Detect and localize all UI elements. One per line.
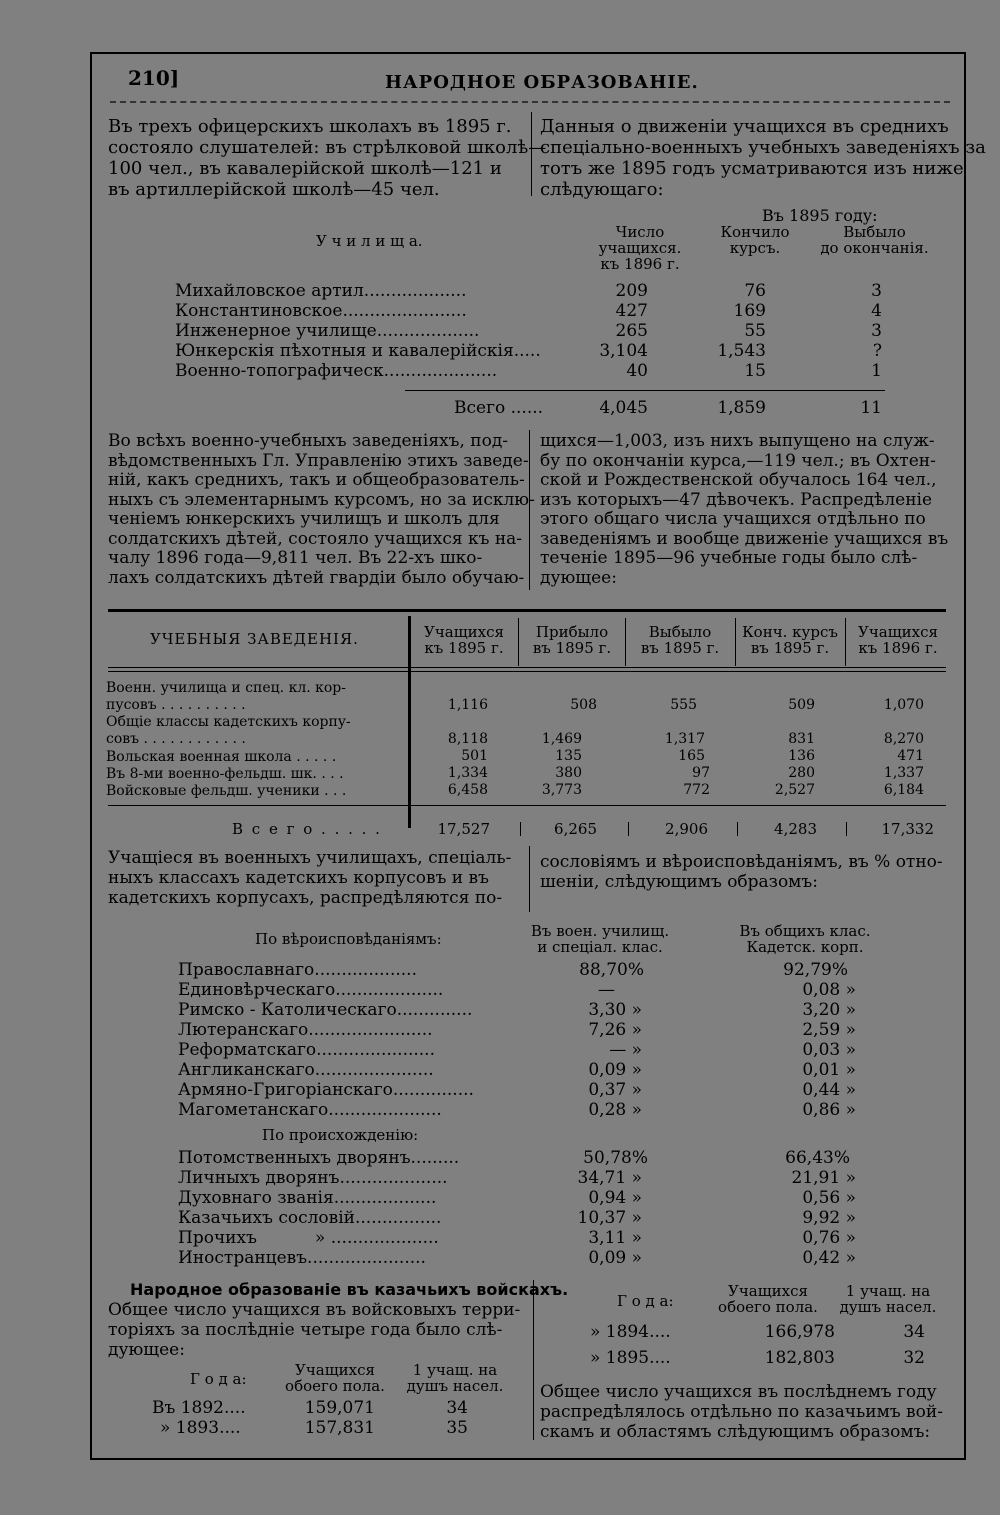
table-header-cell: Учащихся обоего пола. bbox=[285, 1361, 385, 1395]
text-line: Учащiеся въ военныхъ училищахъ, спецiаль- bbox=[108, 848, 512, 868]
table-row bbox=[0, 1418, 530, 1438]
table-row bbox=[0, 321, 1000, 341]
table-header-cell: Число учащихся. къ 1896 г. bbox=[598, 223, 682, 273]
cell-value: 0,03 » bbox=[802, 1040, 856, 1060]
cell-value: 1,334 bbox=[447, 765, 488, 781]
table-header-label: УЧЕБНЫЯ ЗАВЕДЕНIЯ. bbox=[150, 630, 359, 648]
cell-value: 380 bbox=[555, 765, 582, 781]
text-line: Во всѣхъ военно-учебныхъ заведенiяхъ, под- bbox=[108, 431, 509, 451]
cell-value: 0,09 » bbox=[588, 1060, 642, 1080]
table-row bbox=[0, 1080, 1000, 1100]
cell-value: 9,92 » bbox=[802, 1208, 856, 1228]
table-header-cell: Въ общихъ клас. Кадетск. корп. bbox=[739, 922, 871, 956]
table-row bbox=[0, 1248, 1000, 1268]
text-line: торiяхъ за послѣднiе четыре года было слѣ- bbox=[108, 1320, 503, 1340]
text-line: дующее: bbox=[540, 567, 617, 588]
cell-value: 159,071 bbox=[304, 1398, 375, 1418]
cell-value: 50,78% bbox=[583, 1148, 648, 1168]
col2-middle bbox=[540, 432, 952, 588]
text-line: ныхъ классахъ кадетскихъ корпусовъ и въ bbox=[108, 868, 489, 888]
row-label: Единовѣрческаго.................... bbox=[178, 980, 444, 1000]
cell-value: 3,773 bbox=[541, 782, 582, 798]
table-header-cell: Учащихся къ 1895 г. bbox=[424, 623, 504, 657]
cell-value: 1,116 bbox=[447, 697, 488, 713]
cell-value: 209 bbox=[615, 281, 648, 301]
header-rule bbox=[110, 101, 950, 103]
cell-value: 35 bbox=[446, 1418, 468, 1438]
row-label: Иностранцевъ...................... bbox=[178, 1248, 426, 1268]
table-column-label: У ч и л и щ а. bbox=[316, 232, 423, 250]
table-header-cell: Въ воен. училищ. и спецiал. клас. bbox=[530, 922, 670, 956]
row-label: Реформатскаго...................... bbox=[178, 1040, 435, 1060]
table-row-label: Въ 8-ми военно-фельдш. шк. . . . bbox=[106, 766, 344, 782]
table-header-cell: Учащихся къ 1896 г. bbox=[858, 623, 938, 657]
row-label: Православнаго................... bbox=[178, 960, 417, 980]
section-heading: Народное образованiе въ казачьихъ войскахъ. bbox=[130, 1280, 569, 1299]
table-total-row bbox=[0, 820, 1000, 838]
table-rule-v bbox=[846, 822, 847, 836]
page-title: НАРОДНОЕ ОБРАЗОВАНIЕ. bbox=[385, 72, 699, 93]
table-header-rule bbox=[108, 667, 946, 668]
table-rule-v bbox=[518, 618, 519, 666]
text-line: Общее число учащихся въ войсковыхъ терри- bbox=[108, 1300, 521, 1320]
table-header-cell: Г о д а: bbox=[617, 1292, 674, 1310]
text-line: теченiе 1895—96 учебные годы было слѣ- bbox=[540, 548, 918, 568]
table-row bbox=[530, 1348, 1000, 1368]
text-line: нiй, какъ среднихъ, такъ и общеобразователь- bbox=[108, 470, 525, 490]
cell-value: 6,184 bbox=[883, 782, 924, 798]
cell-value: 1,070 bbox=[883, 697, 924, 713]
cell-value: 88,70% bbox=[579, 960, 644, 980]
table-row-label: Вольская военная школа . . . . . bbox=[106, 749, 337, 765]
table-row bbox=[0, 782, 1000, 799]
total-value: 4,283 bbox=[774, 820, 817, 838]
row-label: Личныхъ дворянъ.................... bbox=[178, 1168, 448, 1188]
text-line: спецiально-военныхъ учебныхъ заведенiяхъ за bbox=[540, 137, 986, 158]
table-header-cell: Г о д а: bbox=[190, 1370, 247, 1388]
cell-value: 1,543 bbox=[717, 341, 766, 361]
cell-value: 2,527 bbox=[774, 782, 815, 798]
column-divider bbox=[529, 430, 530, 590]
cell-value: 55 bbox=[744, 321, 766, 341]
table-header-cell: 1 учащ. на душъ насел. bbox=[406, 1361, 504, 1395]
page-number: 210] bbox=[128, 66, 180, 90]
col2-intro bbox=[540, 116, 986, 200]
cell-value: 0,56 » bbox=[802, 1188, 856, 1208]
row-label: Армяно-Григорiанскаго............... bbox=[178, 1080, 474, 1100]
year-cell: » 1893.... bbox=[160, 1418, 241, 1438]
text-line: сословiямъ и вѣроисповѣданiямъ, въ % отно- bbox=[540, 852, 943, 872]
row-label: Юнкерскiя пѣхотныя и кавалерiйскiя..... bbox=[175, 341, 541, 361]
cell-value: 0,01 » bbox=[802, 1060, 856, 1080]
table-rule-v bbox=[735, 618, 736, 666]
text-line: состояло слушателей: въ стрѣлковой школѣ— bbox=[108, 137, 547, 158]
cell-value: 3,20 » bbox=[802, 1000, 856, 1020]
cell-value: 0,76 » bbox=[802, 1228, 856, 1248]
cell-value: 169 bbox=[733, 301, 766, 321]
table-row-label: Военн. училища и спец. кл. кор- пусовъ . . . . . . . . . . bbox=[106, 680, 346, 713]
table-row bbox=[0, 1040, 1000, 1060]
text-line: Данныя о движенiи учащихся въ среднихъ bbox=[540, 116, 949, 137]
table-row bbox=[0, 361, 1000, 381]
table-row bbox=[0, 1398, 530, 1418]
cell-value: 0,94 » bbox=[588, 1188, 642, 1208]
total-value: 2,906 bbox=[665, 820, 708, 838]
row-label: Михайловское артил................... bbox=[175, 281, 467, 301]
table-rule-v bbox=[737, 822, 738, 836]
table-header-cell: Учащихся обоего пола. bbox=[718, 1282, 818, 1316]
cell-value: 97 bbox=[692, 765, 710, 781]
cell-value: 265 bbox=[615, 321, 648, 341]
cell-value: 34,71 » bbox=[577, 1168, 642, 1188]
col1-after bbox=[108, 848, 520, 908]
cell-value: 1 bbox=[871, 361, 882, 381]
year-cell: Въ 1892.... bbox=[152, 1398, 246, 1418]
row-label: Казачьихъ сословiй................ bbox=[178, 1208, 442, 1228]
cell-value: 10,37 » bbox=[577, 1208, 642, 1228]
table-row bbox=[0, 1188, 1000, 1208]
row-label: Потомственныхъ дворянъ......... bbox=[178, 1148, 460, 1168]
text-line: вѣдомственныхъ Гл. Управленiю этихъ заведе- bbox=[108, 450, 529, 471]
table-row bbox=[0, 1100, 1000, 1120]
total-value: 17,527 bbox=[437, 820, 490, 838]
table-row bbox=[0, 1168, 1000, 1188]
table-row bbox=[0, 281, 1000, 301]
text-line: щихся—1,003, изъ нихъ выпущено на служ- bbox=[540, 431, 935, 451]
cell-value: 21,91 » bbox=[791, 1168, 856, 1188]
cell-value: 831 bbox=[788, 731, 815, 747]
table-header-cell: Выбыло въ 1895 г. bbox=[640, 623, 720, 657]
cell-value: 157,831 bbox=[304, 1418, 375, 1438]
row-label: Англиканскаго...................... bbox=[178, 1060, 434, 1080]
text-line: заведенiямъ и вообще движенiе учащихся въ bbox=[540, 528, 949, 549]
row-label: Духовнаго званiя................... bbox=[178, 1188, 437, 1208]
row-label: Константиновское....................... bbox=[175, 301, 467, 321]
col2-after bbox=[540, 852, 952, 892]
text-line: тотъ же 1895 годъ усматриваются изъ ниже bbox=[540, 158, 964, 179]
cell-value: 3 bbox=[871, 281, 882, 301]
cell-value: 1,469 bbox=[541, 731, 582, 747]
cell-value: 509 bbox=[788, 697, 815, 713]
text-line: въ артиллерiйской школѣ—45 чел. bbox=[108, 179, 440, 200]
row-label: Римско - Католическаго.............. bbox=[178, 1000, 473, 1020]
year-cell: » 1894.... bbox=[590, 1322, 671, 1342]
row-label: Прочихъ » .................... bbox=[178, 1228, 439, 1248]
section-label: По вѣроисповѣданiямъ: bbox=[255, 930, 442, 948]
cossack-text bbox=[108, 1300, 528, 1360]
table-header-rule bbox=[108, 671, 946, 672]
table-row bbox=[0, 1020, 1000, 1040]
table-row-label: Общiе классы кадетскихъ корпу- совъ . . . . . . . . . . . . bbox=[106, 714, 351, 747]
table-total-row bbox=[0, 398, 1000, 418]
text-line: ныхъ съ элементарнымъ курсомъ, но за исклю- bbox=[108, 489, 535, 510]
table-top-rule bbox=[108, 609, 946, 612]
table-row bbox=[0, 980, 1000, 1000]
text-line: ченiемъ юнкерскихъ училищъ и школъ для bbox=[108, 509, 500, 529]
cell-value: 427 bbox=[615, 301, 648, 321]
text-line: распредѣлялось отдѣльно по казачьимъ вой- bbox=[540, 1402, 943, 1422]
total-label: Всего ...... bbox=[454, 398, 544, 418]
text-line: шенiи, слѣдующимъ образомъ: bbox=[540, 872, 818, 892]
cell-value: 34 bbox=[903, 1322, 925, 1342]
table-row bbox=[0, 697, 1000, 714]
table-row bbox=[530, 1322, 1000, 1342]
cell-value: 8,118 bbox=[447, 731, 488, 747]
total-value: 4,045 bbox=[599, 398, 648, 418]
text-line: слѣдующаго: bbox=[540, 179, 664, 200]
table-header-cell: 1 учащ. на душъ насел. bbox=[839, 1282, 937, 1316]
cell-value: 3 bbox=[871, 321, 882, 341]
column-divider bbox=[531, 112, 532, 196]
cell-value: — » bbox=[609, 1040, 642, 1060]
total-label: В с е г о . . . . . bbox=[232, 820, 382, 838]
row-label: Лютеранскаго....................... bbox=[178, 1020, 433, 1040]
cell-value: 136 bbox=[788, 748, 815, 764]
cell-value: 508 bbox=[570, 697, 597, 713]
text-line: изъ которыхъ—47 дѣвочекъ. Распредѣленiе bbox=[540, 489, 933, 510]
cell-value: 40 bbox=[626, 361, 648, 381]
cell-value: 0,37 » bbox=[588, 1080, 642, 1100]
table-rule-v bbox=[628, 822, 629, 836]
text-line: скамъ и областямъ слѣдующимъ образомъ: bbox=[540, 1422, 931, 1442]
table-row bbox=[0, 765, 1000, 782]
table-row bbox=[0, 731, 1000, 748]
table-row bbox=[0, 1228, 1000, 1248]
table-header-cell: Выбыло до окончанiя. bbox=[820, 223, 929, 257]
cell-value: 15 bbox=[744, 361, 766, 381]
cell-value: 165 bbox=[678, 748, 705, 764]
table-row bbox=[0, 748, 1000, 765]
table-row bbox=[0, 960, 1000, 980]
col1-intro bbox=[108, 116, 547, 200]
text-line: этого общаго числа учащихся отдѣльно по bbox=[540, 509, 926, 529]
table-total-rule bbox=[108, 805, 946, 806]
cell-value: — bbox=[598, 980, 615, 1000]
total-value: 11 bbox=[860, 398, 882, 418]
text-line: ской и Рождественской обучалось 164 чел., bbox=[540, 470, 937, 490]
cell-value: 471 bbox=[897, 748, 924, 764]
col1-middle bbox=[108, 431, 535, 588]
total-value: 17,332 bbox=[881, 820, 934, 838]
text-line: дующее: bbox=[108, 1340, 185, 1360]
cell-value: 76 bbox=[744, 281, 766, 301]
table-row bbox=[0, 1000, 1000, 1020]
row-label: Военно-топографическ..................... bbox=[175, 361, 498, 381]
cell-value: 280 bbox=[788, 765, 815, 781]
total-value: 1,859 bbox=[717, 398, 766, 418]
cell-value: 66,43% bbox=[785, 1148, 850, 1168]
table-row bbox=[0, 301, 1000, 321]
text-line: Въ трехъ офицерскихъ школахъ въ 1895 г. bbox=[108, 116, 512, 137]
cell-value: 32 bbox=[903, 1348, 925, 1368]
year-cell: » 1895.... bbox=[590, 1348, 671, 1368]
cell-value: 4 bbox=[871, 301, 882, 321]
cell-value: 34 bbox=[446, 1398, 468, 1418]
cell-value: 0,44 » bbox=[802, 1080, 856, 1100]
text-line: кадетскихъ корпусахъ, распредѣляются по- bbox=[108, 888, 503, 908]
text-line: Общее число учащихся въ послѣднемъ году bbox=[540, 1382, 937, 1402]
table-header-cell: Прибыло въ 1895 г. bbox=[532, 623, 612, 657]
table-header-cell: Кончило курсъ. bbox=[720, 223, 790, 257]
cell-value: 0,09 » bbox=[588, 1248, 642, 1268]
table-group-header: Въ 1895 году: bbox=[762, 206, 878, 225]
cell-value: 0,08 » bbox=[802, 980, 856, 1000]
total-rule bbox=[405, 390, 885, 391]
cell-value: 8,270 bbox=[883, 731, 924, 747]
table-header-cell: Конч. курсъ въ 1895 г. bbox=[742, 623, 838, 657]
cell-value: 0,42 » bbox=[802, 1248, 856, 1268]
table-rule-v bbox=[520, 822, 521, 836]
cell-value: 92,79% bbox=[783, 960, 848, 980]
cell-value: 501 bbox=[461, 748, 488, 764]
cell-value: 0,86 » bbox=[802, 1100, 856, 1120]
section-label: По происхожденiю: bbox=[262, 1126, 419, 1144]
text-line: бу по окончанiи курса,—119 чел.; въ Охтен- bbox=[540, 450, 936, 471]
table-row bbox=[0, 1060, 1000, 1080]
cell-value: 1,337 bbox=[883, 765, 924, 781]
cell-value: ? bbox=[872, 341, 882, 361]
row-label: Магометанскаго..................... bbox=[178, 1100, 442, 1120]
table-rule-v bbox=[625, 618, 626, 666]
text-line: лахъ солдатскихъ дѣтей гвардiи было обучаю- bbox=[108, 567, 525, 588]
cell-value: 3,104 bbox=[599, 341, 648, 361]
column-divider bbox=[529, 846, 530, 912]
total-value: 6,265 bbox=[554, 820, 597, 838]
cell-value: 772 bbox=[683, 782, 710, 798]
table-row-label: Войсковые фельдш. ученики . . . bbox=[106, 783, 347, 799]
text-line: 100 чел., въ кавалерiйской школѣ—121 и bbox=[108, 158, 502, 179]
cell-value: 1,317 bbox=[664, 731, 705, 747]
row-label: Инженерное училище................... bbox=[175, 321, 480, 341]
cell-value: 0,28 » bbox=[588, 1100, 642, 1120]
cell-value: 2,59 » bbox=[802, 1020, 856, 1040]
table-row bbox=[0, 1148, 1000, 1168]
cossack-closing bbox=[540, 1382, 952, 1442]
cell-value: 3,11 » bbox=[588, 1228, 642, 1248]
text-line: чалу 1896 года—9,811 чел. Въ 22-хъ шко- bbox=[108, 548, 483, 568]
text-line: солдатскихъ дѣтей, состояло учащихся къ на- bbox=[108, 528, 523, 549]
cell-value: 135 bbox=[555, 748, 582, 764]
cell-value: 166,978 bbox=[764, 1322, 835, 1342]
cell-value: 555 bbox=[670, 697, 697, 713]
cell-value: 6,458 bbox=[447, 782, 488, 798]
cell-value: 3,30 » bbox=[588, 1000, 642, 1020]
table-row bbox=[0, 341, 1000, 361]
cell-value: 7,26 » bbox=[588, 1020, 642, 1040]
table-row bbox=[0, 1208, 1000, 1228]
cell-value: 182,803 bbox=[764, 1348, 835, 1368]
